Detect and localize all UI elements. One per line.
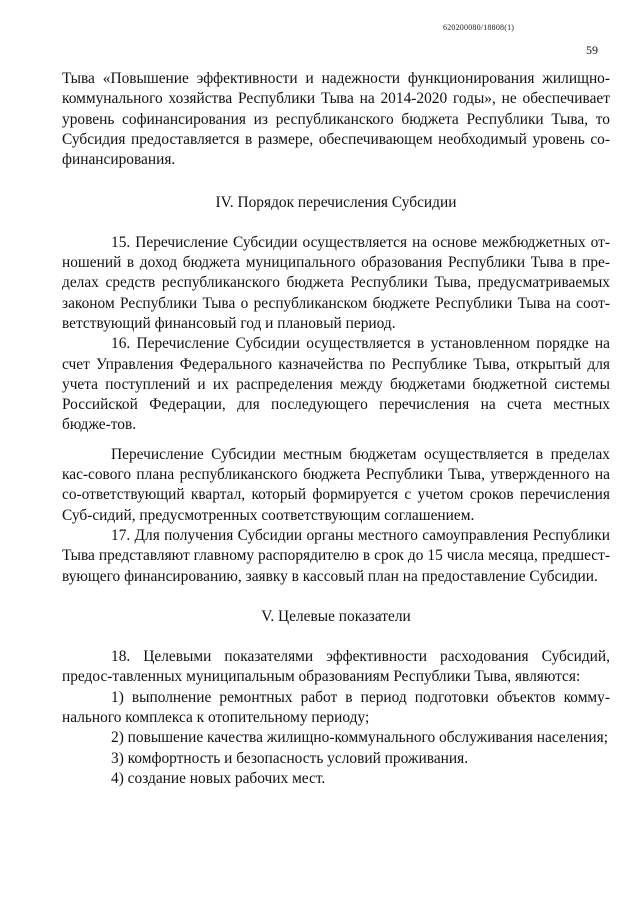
document-body — [62, 69, 610, 789]
list-item-3: 3) комфортность и безопасность условий проживания. — [111, 749, 469, 767]
list-item-2: 2) повышение качества жилищно-коммунального обслуживания населения; — [111, 729, 608, 747]
section-iv-title: IV. Порядок перечисления Субсидии — [215, 194, 457, 212]
paragraph-18: 18. Целевыми показателями эффективности расходования Субсидий, предос-тавленных муниципальным образованиям Республики Тыва, являются: — [62, 648, 610, 686]
paragraph-transfer-budgets: Перечисление Субсидии местным бюджетам осуществляется в пределах кас-сового плана республиканского бюджета Республики Тыва, утвержденного на со-ответствующий квартал, который формируется с учетом сроков перечисления Суб-сидий, предусмотренных соответствующим соглашением. — [62, 445, 610, 524]
section-v-title: V. Целевые показатели — [261, 607, 411, 625]
paragraph-17: 17. Для получения Субсидии органы местного самоуправления Республики Тыва представляют главному распорядителю в срок до 15 числа месяца, предшест-вующего финансированию, заявку в кассовый план на предоставление Субсидии. — [62, 526, 610, 585]
page-number: 59 — [586, 43, 598, 57]
paragraph-15: 15. Перечисление Субсидии осуществляется на основе межбюджетных от-ношений в доход бюджета муниципального образования Республики Тыва в пре-делах средств республиканского бюджета Республики Тыва, предусматриваемых законом Республики Тыва о республиканском бюджете Республики Тыва на соот-ветствующий финансовый год и плановый период. — [62, 233, 610, 332]
paragraph-16: 16. Перечисление Субсидии осуществляется в установленном порядке на счет Управления Федерального казначейства по Республике Тыва, открытый для учета поступлений и их распределения между бюджетами бюджетной системы Российской Федерации, для последующего перечисления на счета местных бюдже-тов. — [62, 335, 610, 434]
intro-paragraph: Тыва «Повышение эффективности и надежности функционирования жилищно-коммунального хозяйства Республики Тыва на 2014-2020 годы», не обеспечивает уровень софинансирования из республиканского бюджета Республики Тыва, то Субсидия предоставляется в размере, обеспечивающем необходимый уровень со-финансирования. — [62, 70, 610, 169]
list-item-4: 4) создание новых рабочих мест. — [111, 769, 326, 787]
document-code: 620200080/18808(1) — [443, 23, 515, 32]
list-item-1: 1) выполнение ремонтных работ в период подготовки объектов комму-нального комплекса к отопительному периоду; — [62, 688, 610, 727]
